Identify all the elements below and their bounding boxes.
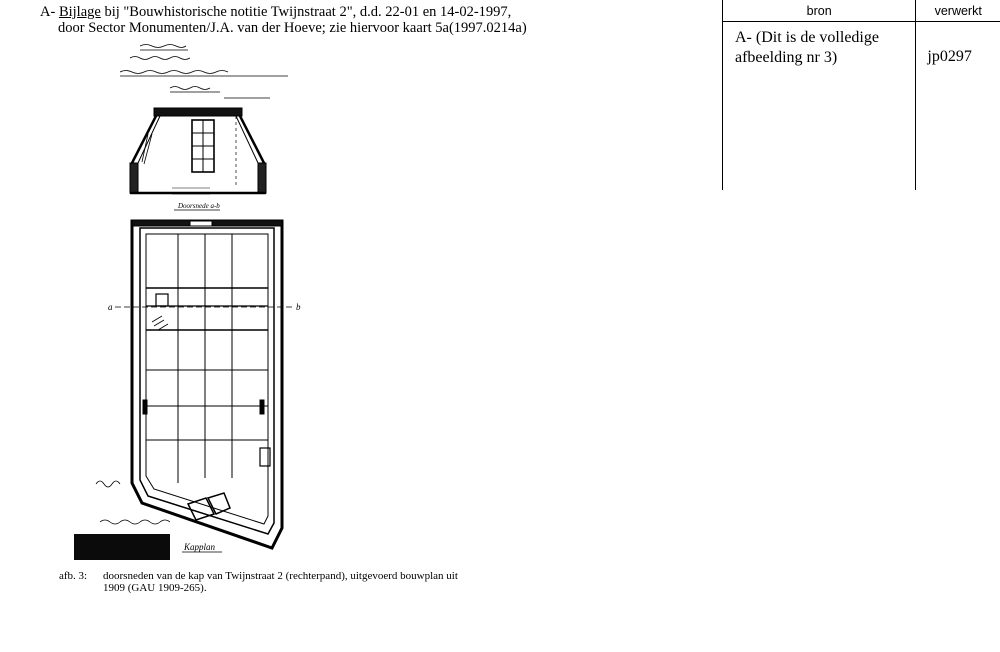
plan-label: Kapplan xyxy=(184,542,216,552)
cross-section xyxy=(130,98,270,194)
source-table xyxy=(722,0,1000,190)
roof-plan xyxy=(115,220,295,548)
marker-a: a xyxy=(108,302,113,312)
drawing-title-scribble xyxy=(120,45,288,93)
figure-caption xyxy=(59,570,458,594)
redacted-stamp xyxy=(74,534,170,560)
verwerkt-cell: jp0297 xyxy=(927,48,972,65)
marker-b: b xyxy=(296,302,301,312)
document-header xyxy=(40,4,527,36)
bron-header: bron xyxy=(723,0,916,22)
verwerkt-header: verwerkt xyxy=(916,0,1000,22)
bron-cell: A- (Dit is de volledige afbeelding nr 3) xyxy=(723,22,916,191)
section-label: Doorsnede a-b xyxy=(178,202,220,210)
caption-line-2: 1909 (GAU 1909-265). xyxy=(103,582,207,594)
roof-plan-drawing xyxy=(60,38,310,568)
caption-label: afb. 3: xyxy=(59,570,88,582)
header-line-1: A- Bijlage bij "Bouwhistorische notitie Twijnstraat 2", d.d. 22-01 en 14-02-1997, xyxy=(40,4,512,20)
header-line-2: door Sector Monumenten/J.A. van der Hoeve; zie hiervoor kaart 5a(1997.0214a) xyxy=(58,20,527,36)
caption-line-1: afb. 3: doorsneden van de kap van Twijnstraat 2 (rechterpand), uitgevoerd bouwplan uit xyxy=(59,570,458,582)
bijlage-link[interactable]: Bijlage xyxy=(58,4,101,20)
